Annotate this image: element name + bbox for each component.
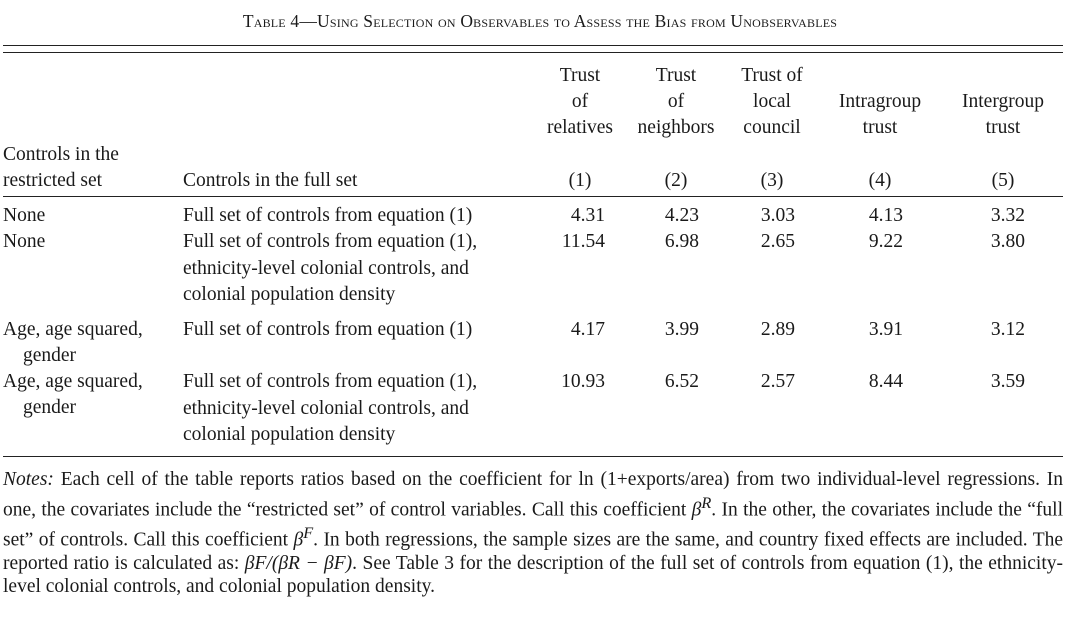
row2-full-line-2: ethnicity-level colonial controls, and [183, 258, 469, 279]
table-notes [3, 468, 1063, 599]
row1-col5: 3.32 [990, 205, 1025, 226]
top-rule [3, 45, 1063, 46]
row2-restricted: None [3, 231, 46, 252]
col3-head-line-1: Trust of [741, 65, 803, 86]
beta-r-sup: R [701, 493, 712, 512]
row3-restricted-line-1: Age, age squared, [3, 319, 143, 340]
ratio-formula: βF/(βR − βF) [244, 552, 353, 574]
col4-head-line-1: Intragroup [838, 91, 922, 112]
row3-col1: 4.17 [570, 319, 605, 340]
header-full-set: Controls in the full set [183, 170, 358, 191]
row4-restricted-line-1: Age, age squared, [3, 371, 143, 392]
row4-col4: 8.44 [868, 371, 903, 392]
col1-head-line-1: Trust [559, 65, 601, 86]
row2-col1: 11.54 [561, 231, 605, 252]
row1-col2: 4.23 [664, 205, 699, 226]
header-rule [3, 196, 1063, 197]
row2-col2: 6.98 [664, 231, 699, 252]
row4-col5: 3.59 [990, 371, 1025, 392]
col1-head-line-2: of [571, 91, 589, 112]
beta-f: β [293, 529, 304, 551]
notes-text-4: . See Table 3 for the description of the full set of controls from equation (1), the ethnicity-level colonial controls, and colonial population density. [3, 552, 1063, 598]
notes-text-1: Each cell of the table reports ratios based on the coefficient for ln (1+exports/area) from two individual-level regressions. In one, the covariates include the “restricted set” of control variables. Call this coefficient [3, 469, 1064, 521]
row4-col3: 2.57 [760, 371, 795, 392]
notes-label: Notes: [3, 469, 54, 490]
row2-col3: 2.65 [760, 231, 795, 252]
row1-col3: 3.03 [760, 205, 795, 226]
row1-col1: 4.31 [570, 205, 605, 226]
header-restricted-line-2: restricted set [3, 170, 103, 191]
row1-col4: 4.13 [868, 205, 903, 226]
row2-full-line-1: Full set of controls from equation (1), [183, 231, 478, 252]
row4-restricted-line-2: gender [23, 397, 77, 418]
col4-number: (4) [868, 170, 892, 191]
beta-r: β [691, 499, 702, 521]
top-rule-inner [3, 52, 1063, 53]
beta-f-sup: F [303, 523, 314, 542]
col1-number: (1) [568, 170, 592, 191]
row4-full-line-3: colonial population density [183, 424, 396, 445]
row2-full-line-3: colonial population density [183, 284, 396, 305]
row4-full-line-2: ethnicity-level colonial controls, and [183, 398, 469, 419]
col1-head-line-3: relatives [546, 117, 614, 138]
row3-full: Full set of controls from equation (1) [183, 319, 473, 340]
row4-col1: 10.93 [561, 371, 605, 392]
col5-number: (5) [991, 170, 1015, 191]
notes-text-2: . In the other, the covariates include the “full set” of controls. Call this coefficient [3, 499, 1063, 551]
row4-col2: 6.52 [664, 371, 699, 392]
row1-full: Full set of controls from equation (1) [183, 205, 473, 226]
col3-head-line-3: council [743, 117, 801, 138]
row3-restricted-line-2: gender [23, 345, 77, 366]
row3-col2: 3.99 [664, 319, 699, 340]
col3-head-line-2: local [753, 91, 791, 112]
col2-head-line-3: neighbors [637, 117, 715, 138]
bottom-rule [3, 456, 1063, 457]
table-title: Table 4—Using Selection on Observables to Assess the Bias from Unobservables [242, 11, 838, 31]
col3-number: (3) [760, 170, 784, 191]
col5-head-line-2: trust [985, 117, 1021, 138]
col2-number: (2) [664, 170, 688, 191]
col5-head-line-1: Intergroup [962, 91, 1044, 112]
row3-col3: 2.89 [760, 319, 795, 340]
col4-head-line-2: trust [862, 117, 898, 138]
row3-col4: 3.91 [868, 319, 903, 340]
row3-col5: 3.12 [990, 319, 1025, 340]
row2-col5: 3.80 [990, 231, 1025, 252]
row2-col4: 9.22 [868, 231, 903, 252]
header-restricted-line-1: Controls in the [3, 144, 119, 165]
col2-head-line-2: of [667, 91, 685, 112]
col2-head-line-1: Trust [655, 65, 697, 86]
row1-restricted: None [3, 205, 46, 226]
notes-text-3: . In both regressions, the sample sizes are the same, and country fixed effects are included. The reported ratio is calculated as: [3, 529, 1064, 574]
row4-full-line-1: Full set of controls from equation (1), [183, 371, 478, 392]
